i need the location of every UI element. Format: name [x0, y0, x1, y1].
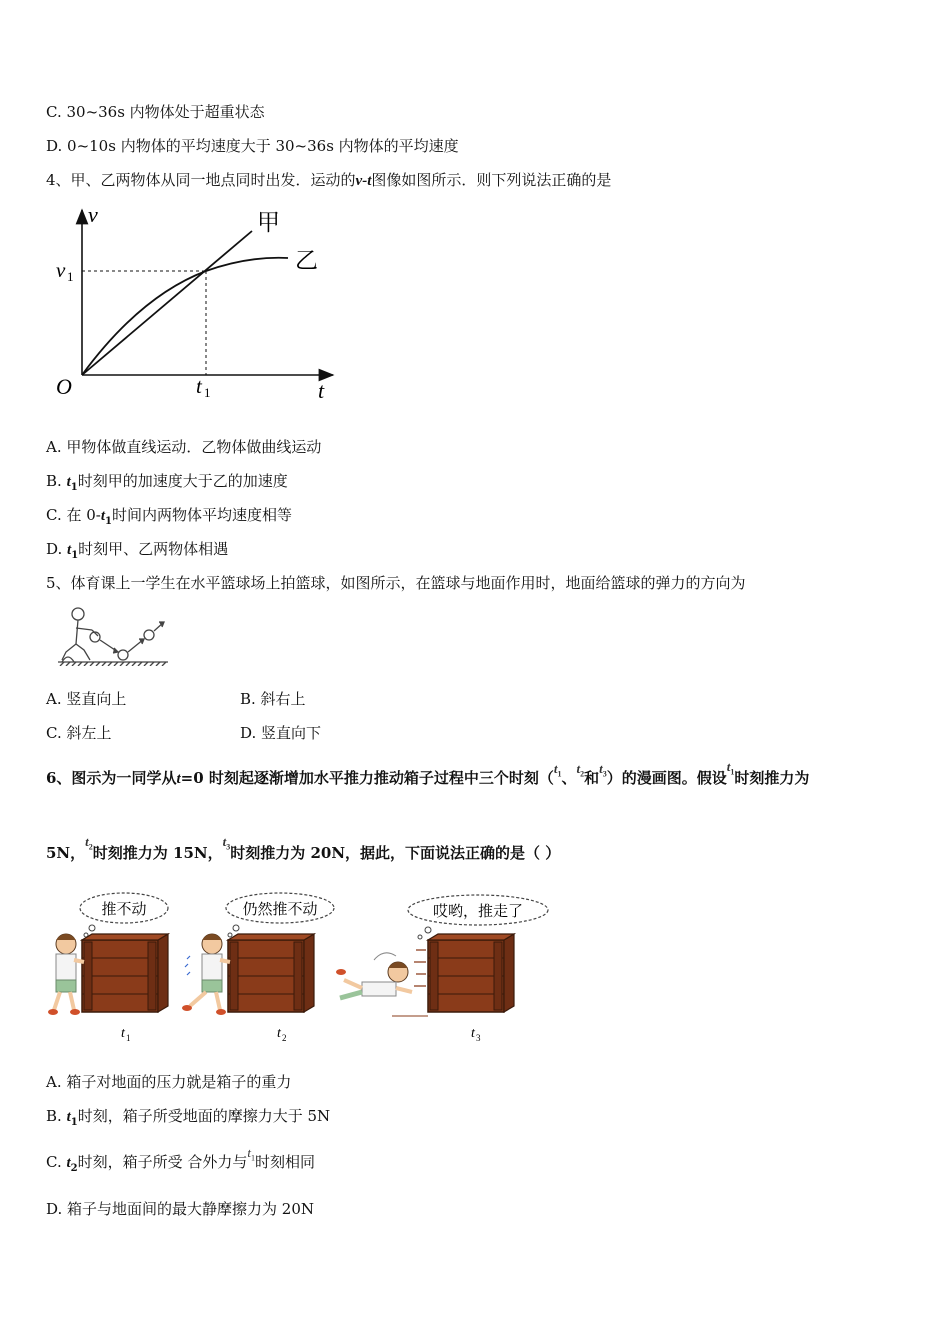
q6-b-prefix: B.	[46, 1107, 67, 1125]
q6-sep: 、	[561, 769, 577, 787]
q6-c-mid: 时刻，箱子所受 合外力与	[77, 1153, 248, 1171]
line-jia	[82, 231, 252, 375]
t-letter: t	[576, 761, 581, 776]
q6-stem-part2: =0 时刻起逐渐增加水平推力推动箱子过程中三个时刻（	[180, 769, 554, 787]
q4-b-prefix: B.	[46, 472, 67, 490]
q4-c-rest: 时间内两物体平均速度相等	[112, 506, 293, 524]
q4-stem	[46, 170, 611, 191]
t-letter: t	[726, 759, 731, 774]
q4-stem-text: 4、甲、乙两物体从同一地点同时出发．运动的	[46, 171, 356, 189]
t-sub: 3	[226, 842, 231, 852]
t-letter: t	[553, 761, 558, 776]
q4-c-sub: 1	[105, 516, 112, 527]
t-sub: 1	[251, 1153, 256, 1163]
q5-option-d: D. 竖直向下	[240, 724, 322, 742]
bubble-1-text: 推不动	[101, 902, 147, 918]
crate-3	[414, 934, 514, 1012]
t-sub: 1	[730, 767, 735, 777]
t-sub: 2	[580, 769, 585, 779]
student-1	[48, 934, 84, 1015]
q4-vt-graph	[48, 200, 348, 410]
q6-option-d: D. 箱子与地面间的最大静摩擦力为 20N	[46, 1200, 315, 1218]
comic-t2-label: t	[277, 1026, 281, 1041]
q6-stem-line1	[46, 759, 810, 795]
q6-line2-part1: 5N，	[46, 844, 86, 862]
curve-yi	[82, 258, 288, 375]
q4-b-var: t	[66, 474, 71, 490]
q5-option-b: B. 斜右上	[240, 690, 306, 708]
q6-stem-part1: 6、图示为一同学从	[46, 769, 177, 787]
student-body	[76, 620, 78, 644]
q6-b-var: t	[66, 1109, 71, 1125]
q4-c-prefix: C. 在 0-	[46, 506, 101, 524]
comic-t2-sub: 2	[282, 1033, 287, 1043]
q4-d-prefix: D.	[46, 540, 68, 558]
t-letter: t	[222, 834, 227, 849]
q6-c-sub: 2	[70, 1163, 78, 1174]
q6-t1-mark	[553, 761, 562, 779]
t1-label: t	[196, 374, 202, 398]
q6-comic	[44, 890, 564, 1045]
t-sub: 1	[557, 769, 562, 779]
label-jia: 甲	[257, 210, 280, 235]
q6-option-a: A. 箱子对地面的压力就是箱子的重力	[46, 1073, 292, 1091]
q6-c-t1-mark	[247, 1145, 256, 1163]
q6-and: 和	[584, 769, 600, 787]
t1-label-sub: 1	[204, 385, 211, 400]
q4-option-c	[46, 505, 292, 532]
q3-option-c: C. 30~36s 内物体处于超重状态	[46, 103, 265, 121]
q6-c-rest: 时刻相同	[255, 1153, 316, 1171]
q6-line2-part3: 时刻推力为 20N，据此，下面说法正确的是（ ）	[230, 844, 561, 862]
t-sub: 2	[88, 842, 93, 852]
crate-1	[82, 934, 168, 1012]
ball-ground	[118, 650, 128, 660]
origin-label: O	[56, 374, 72, 399]
q6-stem-line2	[46, 834, 561, 870]
q4-option-d	[46, 539, 228, 566]
label-yi: 乙	[295, 248, 318, 273]
v1-label-sub: 1	[67, 269, 74, 284]
comic-t1-sub: 1	[126, 1033, 131, 1043]
q6-t3-mark	[599, 761, 607, 779]
bubble-2-text: 仍然推不动	[242, 902, 318, 918]
q6-line2-part2: 时刻推力为 15N，	[92, 844, 223, 862]
q4-stem-text-2: 图像如图所示．则下列说法正确的是	[371, 171, 612, 189]
t-letter: t	[599, 761, 603, 776]
q3-option-d: D. 0~10s 内物体的平均速度大于 30~36s 内物体的平均速度	[46, 137, 459, 155]
y-axis-label: v	[88, 202, 98, 227]
t-letter: t	[85, 834, 89, 849]
q4-option-b	[46, 471, 288, 498]
q6-t2-mark-b	[85, 834, 93, 852]
q6-stem-t: t	[176, 771, 181, 787]
q6-t2-mark	[576, 761, 585, 779]
q5-basketball-figure	[56, 606, 172, 666]
x-axis-label: t	[318, 378, 325, 403]
q5-option-a: A. 竖直向上	[46, 690, 127, 708]
q4-option-a: A. 甲物体做直线运动．乙物体做曲线运动	[46, 438, 322, 456]
q6-stem-part3: ）的漫画图。假设	[606, 769, 727, 787]
q4-d-rest: 时刻甲、乙两物体相遇	[78, 540, 229, 558]
q6-b-sub: 1	[70, 1117, 78, 1128]
q4-b-rest: 时刻甲的加速度大于乙的加速度	[77, 472, 288, 490]
q6-t3-mark-b	[222, 834, 231, 852]
v1-label: v	[56, 258, 66, 282]
q5-option-c: C. 斜左上	[46, 724, 112, 742]
crate-2	[228, 934, 314, 1012]
q4-d-sub: 1	[71, 550, 79, 561]
comic-t3-sub: 3	[476, 1033, 481, 1043]
bubble-3-text: 哎哟，推走了	[432, 904, 524, 920]
q6-option-b	[46, 1106, 330, 1133]
q6-b-rest: 时刻，箱子所受地面的摩擦力大于 5N	[77, 1107, 331, 1125]
q5-stem: 5、体育课上一学生在水平篮球场上拍篮球，如图所示，在篮球与地面作用时，地面给篮球的弹力的方向为	[46, 574, 746, 592]
t-letter: t	[247, 1145, 252, 1160]
student-head	[72, 608, 84, 620]
ball-rebound	[144, 630, 154, 640]
q4-b-sub: 1	[70, 482, 78, 493]
t-sub: 3	[602, 769, 607, 779]
q4-stem-var: v-t	[355, 173, 372, 189]
q6-stem-part4: 时刻推力为	[734, 769, 810, 787]
q6-c-var: t	[66, 1155, 71, 1171]
q6-c-prefix: C.	[46, 1153, 67, 1171]
q6-option-c	[46, 1145, 316, 1179]
comic-t1-label: t	[121, 1026, 125, 1041]
q4-c-var: t	[100, 508, 106, 524]
q4-d-var: t	[67, 542, 72, 558]
q6-t1-mark-b	[726, 759, 735, 777]
student-2	[182, 934, 230, 1015]
comic-t3-label: t	[471, 1026, 475, 1041]
